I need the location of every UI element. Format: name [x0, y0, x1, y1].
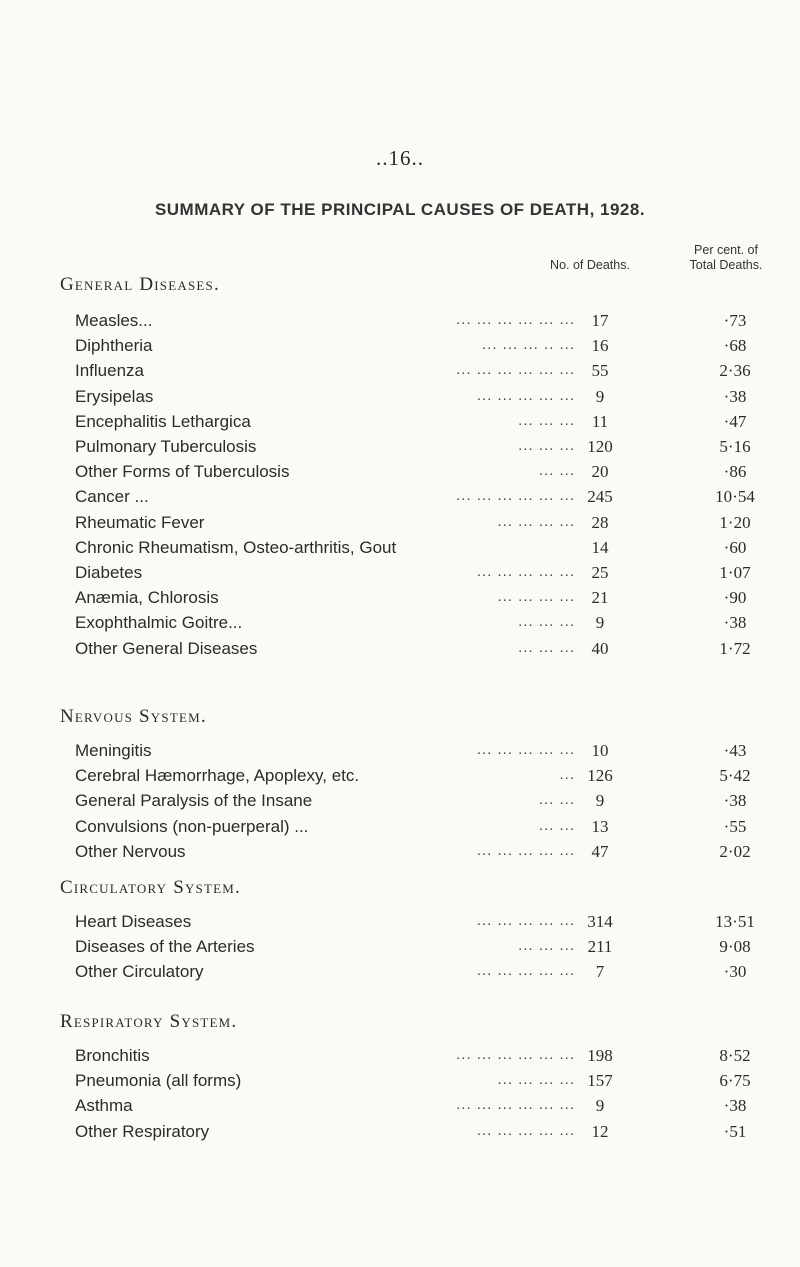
leader-dots: ... ... ... ... ... [476, 841, 575, 859]
percent-of-total: ·47 [723, 411, 747, 431]
table-row [75, 791, 775, 816]
percent-of-total: ·86 [723, 462, 747, 482]
percent-of-total: 5·42 [719, 766, 751, 786]
leader-dots: ... ... ... ... ... ... [456, 311, 575, 328]
cause-label: Other Nervous [75, 841, 186, 861]
table-row [75, 842, 775, 867]
section-heading: Respiratory System. [60, 1011, 238, 1032]
cause-label: Chronic Rheumatism, Osteo-arthritis, Gout [75, 537, 397, 557]
percent-of-total: 8·52 [719, 1046, 751, 1065]
cause-label: Other General Diseases [75, 638, 258, 658]
table-row [75, 962, 775, 987]
deaths-count: 14 [591, 537, 609, 557]
cause-label: Diabetes [75, 563, 143, 582]
cause-label: Asthma [75, 1096, 133, 1116]
deaths-count: 10 [591, 741, 609, 760]
table-row [75, 387, 775, 412]
leader-dots: ... ... ... ... [497, 512, 575, 530]
deaths-count: 314 [587, 912, 613, 931]
deaths-count: 126 [587, 766, 613, 786]
leader-dots: ... ... [538, 816, 575, 834]
percent-of-total: 10·54 [715, 487, 755, 507]
cause-label: General Paralysis of the Insane [75, 791, 313, 811]
cause-label: Diseases of the Arteries [75, 937, 255, 957]
leader-dots: ... ... [538, 791, 575, 809]
cause-label: Meningitis [75, 741, 152, 760]
percent-of-total: ·38 [723, 613, 747, 633]
deaths-count: 211 [587, 937, 613, 957]
table-row [75, 1096, 775, 1121]
percent-of-total: 1·20 [719, 512, 751, 532]
deaths-count: 17 [591, 311, 609, 330]
table-row [75, 361, 775, 386]
table-row [75, 766, 775, 791]
deaths-count: 25 [591, 563, 609, 582]
percent-of-total: ·90 [723, 588, 747, 608]
percent-of-total: 5·16 [719, 437, 751, 456]
cause-label: Exophthalmic Goitre... [75, 613, 243, 633]
leader-dots: ... ... ... ... ... ... [456, 1046, 575, 1063]
section-heading: Circulatory System. [60, 877, 241, 898]
table-row [75, 937, 775, 962]
deaths-count: 9 [595, 1096, 605, 1116]
table-row [75, 613, 775, 638]
leader-dots: ... ... ... [518, 638, 575, 656]
deaths-count: 47 [591, 841, 609, 861]
deaths-count: 120 [587, 437, 613, 456]
deaths-count: 11 [591, 411, 609, 431]
cause-label: Cancer ... [75, 487, 149, 507]
cause-label: Measles... [75, 311, 153, 330]
percent-of-total: 1·07 [719, 563, 751, 582]
column-header-deaths: No. of Deaths. [550, 258, 630, 272]
document-title: SUMMARY OF THE PRINCIPAL CAUSES OF DEATH, 1928. [154, 200, 646, 219]
deaths-count: 245 [587, 487, 613, 507]
deaths-count: 9 [595, 791, 605, 811]
deaths-count: 7 [595, 962, 605, 982]
leader-dots: ... ... ... ... ... [476, 563, 575, 580]
leader-dots: ... ... ... [518, 437, 575, 454]
page-number: ..16.. [376, 146, 424, 170]
leader-dots: ... [559, 766, 575, 784]
percent-of-total: ·38 [723, 386, 747, 406]
table-row [75, 336, 775, 361]
table-row [75, 817, 775, 842]
leader-dots: ... ... ... ... ... [476, 741, 575, 758]
deaths-count: 40 [591, 638, 609, 658]
percent-of-total: 2·36 [719, 361, 751, 381]
cause-label: Other Circulatory [75, 962, 204, 982]
leader-dots: ... ... ... ... ... ... [456, 487, 575, 505]
cause-label: Pulmonary Tuberculosis [75, 437, 257, 456]
deaths-count: 12 [591, 1121, 609, 1141]
section-heading: Nervous System. [60, 706, 207, 727]
leader-dots: ... ... ... [518, 937, 575, 955]
percent-of-total: ·68 [723, 336, 747, 356]
percent-of-total: 9·08 [719, 937, 751, 957]
table-row [75, 741, 775, 766]
cause-label: Cerebral Hæmorrhage, Apoplexy, etc. [75, 766, 360, 786]
percent-of-total: 1·72 [719, 638, 751, 658]
table-row [75, 1071, 775, 1096]
table-row [75, 311, 775, 336]
leader-dots: ... ... ... ... [497, 588, 575, 606]
cause-label: Other Respiratory [75, 1121, 210, 1141]
cause-label: Bronchitis [75, 1046, 150, 1065]
percent-of-total: ·51 [723, 1121, 747, 1141]
leader-dots: ... ... ... ... ... ... [456, 361, 575, 379]
table-row [75, 513, 775, 538]
deaths-count: 9 [595, 613, 605, 633]
table-row [75, 588, 775, 613]
percent-of-total: ·55 [723, 816, 747, 836]
percent-of-total: ·38 [723, 791, 747, 811]
cause-label: Anæmia, Chlorosis [75, 588, 219, 608]
percent-of-total: ·73 [723, 311, 747, 330]
cause-label: Diphtheria [75, 336, 153, 356]
table-row [75, 563, 775, 588]
table-row [75, 1046, 775, 1071]
table-row [75, 912, 775, 937]
table-row [75, 487, 775, 512]
leader-dots: ... ... ... .. ... [481, 336, 575, 354]
cause-label: Other Forms of Tuberculosis [75, 462, 290, 482]
percent-of-total: ·38 [723, 1096, 747, 1116]
deaths-count: 157 [587, 1071, 613, 1091]
table-row [75, 639, 775, 664]
leader-dots: ... ... ... ... ... [476, 1121, 575, 1139]
percent-of-total: 13·51 [715, 912, 755, 931]
leader-dots: ... ... ... ... ... [476, 912, 575, 929]
percent-of-total: ·30 [723, 962, 747, 982]
deaths-count: 9 [595, 386, 605, 406]
deaths-count: 21 [591, 588, 609, 608]
deaths-count: 20 [591, 462, 609, 482]
percent-of-total: 2·02 [719, 841, 751, 861]
cause-label: Convulsions (non-puerperal) ... [75, 816, 309, 836]
cause-label: Heart Diseases [75, 912, 192, 931]
cause-label: Encephalitis Lethargica [75, 411, 251, 431]
cause-label: Erysipelas [75, 386, 154, 406]
deaths-count: 55 [591, 361, 609, 381]
column-header-percent: Per cent. of Total Deaths. [689, 243, 763, 272]
leader-dots: ... ... ... ... ... ... [456, 1096, 575, 1114]
percent-of-total: ·60 [723, 537, 747, 557]
percent-of-total: ·43 [723, 741, 747, 760]
percent-of-total: 6·75 [719, 1071, 751, 1091]
leader-dots: ... ... ... ... ... [476, 386, 575, 404]
table-row [75, 437, 775, 462]
cause-label: Rheumatic Fever [75, 512, 205, 532]
deaths-count: 16 [591, 336, 609, 356]
section-heading: General Diseases. [60, 274, 220, 295]
leader-dots: ... ... ... [518, 411, 575, 429]
deaths-count: 13 [591, 816, 609, 836]
cause-label: Pneumonia (all forms) [75, 1071, 242, 1091]
table-row [75, 462, 775, 487]
table-row [75, 538, 775, 563]
table-row [75, 1122, 775, 1147]
deaths-count: 28 [591, 512, 609, 532]
leader-dots: ... ... ... ... [497, 1071, 575, 1089]
table-row [75, 412, 775, 437]
leader-dots: ... ... [538, 462, 575, 480]
cause-label: Influenza [75, 361, 144, 381]
leader-dots: ... ... ... [518, 613, 575, 631]
deaths-count: 198 [587, 1046, 613, 1065]
leader-dots: ... ... ... ... ... [476, 962, 575, 980]
